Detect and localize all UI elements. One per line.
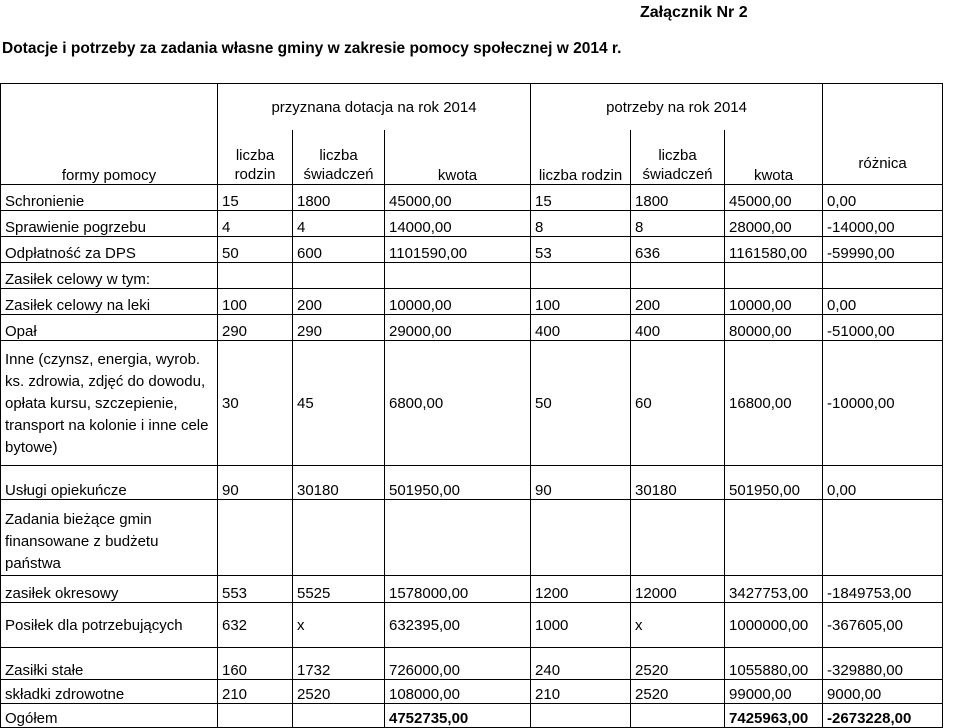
table-row <box>1 263 943 289</box>
table-row <box>1 289 943 315</box>
cell: 30180 <box>631 466 725 500</box>
row-label: składki zdrowotne <box>1 680 218 704</box>
cell: 53 <box>531 237 631 263</box>
cell <box>218 263 293 289</box>
cell: 15 <box>531 185 631 211</box>
cell: 600 <box>293 237 385 263</box>
cell: 99000,00 <box>725 680 823 704</box>
table-row <box>1 576 943 603</box>
table-row <box>1 500 943 576</box>
row-label: Zadania bieżące gmin finansowane z budżetu państwa <box>1 500 218 576</box>
cell: 2520 <box>631 680 725 704</box>
cell: 1101590,00 <box>385 237 531 263</box>
cell: 100 <box>531 289 631 315</box>
cell: 10000,00 <box>725 289 823 315</box>
cell: 100 <box>218 289 293 315</box>
cell: 90 <box>531 466 631 500</box>
header-forms: formy pomocy <box>1 130 218 185</box>
total-difference: -2673228,00 <box>823 704 943 728</box>
cell: 0,00 <box>823 466 943 500</box>
cell: 2520 <box>631 648 725 680</box>
cell: 28000,00 <box>725 211 823 237</box>
row-label: Usługi opiekuńcze <box>1 466 218 500</box>
header-needs-amount: kwota <box>725 130 823 185</box>
cell: 0,00 <box>823 185 943 211</box>
table-row <box>1 315 943 341</box>
cell: 553 <box>218 576 293 603</box>
cell: 1000000,00 <box>725 603 823 648</box>
cell: 30 <box>218 341 293 466</box>
cell <box>531 500 631 576</box>
cell: 400 <box>531 315 631 341</box>
cell: 200 <box>631 289 725 315</box>
total-granted-amount: 4752735,00 <box>385 704 531 728</box>
cell: 290 <box>218 315 293 341</box>
row-label: Zasiłek celowy w tym: <box>1 263 218 289</box>
cell: 4 <box>293 211 385 237</box>
cell: 50 <box>531 341 631 466</box>
cell <box>218 704 293 728</box>
cell: 1000 <box>531 603 631 648</box>
cell: 12000 <box>631 576 725 603</box>
cell <box>293 263 385 289</box>
cell <box>293 704 385 728</box>
cell: 4 <box>218 211 293 237</box>
cell: 45000,00 <box>725 185 823 211</box>
page-title: Dotacje i potrzeby za zadania własne gminy w zakresie pomocy społecznej w 2014 r. <box>2 40 622 57</box>
cell: 80000,00 <box>725 315 823 341</box>
cell: 240 <box>531 648 631 680</box>
cell: 501950,00 <box>725 466 823 500</box>
row-label: Zasiłek celowy na leki <box>1 289 218 315</box>
header-granted-families: liczba rodzin <box>218 130 293 185</box>
cell: 1578000,00 <box>385 576 531 603</box>
cell: 6800,00 <box>385 341 531 466</box>
cell: 45000,00 <box>385 185 531 211</box>
table-row <box>1 237 943 263</box>
cell <box>385 263 531 289</box>
total-row <box>1 704 943 728</box>
cell: 1161580,00 <box>725 237 823 263</box>
cell <box>631 263 725 289</box>
cell: -1849753,00 <box>823 576 943 603</box>
cell: -329880,00 <box>823 648 943 680</box>
aid-table <box>0 83 943 728</box>
cell: 108000,00 <box>385 680 531 704</box>
cell <box>823 263 943 289</box>
cell: 726000,00 <box>385 648 531 680</box>
row-label: Inne (czynsz, energia, wyrob. ks. zdrowia, zdjęć do dowodu, opłata kursu, szczepienie, transport na kolonie i inne cele bytowe) <box>1 341 218 466</box>
cell: 1732 <box>293 648 385 680</box>
table-row <box>1 185 943 211</box>
cell <box>218 500 293 576</box>
header-row <box>1 130 943 185</box>
cell: 16800,00 <box>725 341 823 466</box>
cell: 15 <box>218 185 293 211</box>
cell: 160 <box>218 648 293 680</box>
cell: 290 <box>293 315 385 341</box>
cell: 210 <box>531 680 631 704</box>
cell <box>293 500 385 576</box>
cell: x <box>293 603 385 648</box>
cell <box>631 704 725 728</box>
cell: 632 <box>218 603 293 648</box>
cell <box>531 263 631 289</box>
cell: -51000,00 <box>823 315 943 341</box>
cell <box>531 704 631 728</box>
cell: 9000,00 <box>823 680 943 704</box>
cell <box>725 500 823 576</box>
cell: 29000,00 <box>385 315 531 341</box>
header-difference: różnica <box>823 130 943 185</box>
cell: 5525 <box>293 576 385 603</box>
annex-label: Załącznik Nr 2 <box>640 4 748 21</box>
cell: 1200 <box>531 576 631 603</box>
table-row <box>1 603 943 648</box>
table-row <box>1 648 943 680</box>
row-label: Opał <box>1 315 218 341</box>
row-label: Posiłek dla potrzebujących <box>1 603 218 648</box>
total-needs-amount: 7425963,00 <box>725 704 823 728</box>
cell: 45 <box>293 341 385 466</box>
cell: 90 <box>218 466 293 500</box>
cell: 632395,00 <box>385 603 531 648</box>
cell: 8 <box>631 211 725 237</box>
table-row <box>1 466 943 500</box>
header-needs-group: potrzeby na rok 2014 <box>531 84 823 130</box>
cell: 1055880,00 <box>725 648 823 680</box>
cell: 8 <box>531 211 631 237</box>
table-row <box>1 341 943 466</box>
cell: 3427753,00 <box>725 576 823 603</box>
cell: 1800 <box>293 185 385 211</box>
cell: 0,00 <box>823 289 943 315</box>
header-granted-group: przyznana dotacja na rok 2014 <box>218 84 531 130</box>
row-label: zasiłek okresowy <box>1 576 218 603</box>
cell: x <box>631 603 725 648</box>
cell: 14000,00 <box>385 211 531 237</box>
row-label: Sprawienie pogrzebu <box>1 211 218 237</box>
cell: -367605,00 <box>823 603 943 648</box>
cell: 636 <box>631 237 725 263</box>
cell: -59990,00 <box>823 237 943 263</box>
cell: 60 <box>631 341 725 466</box>
cell <box>725 263 823 289</box>
cell: 400 <box>631 315 725 341</box>
header-granted-benefits: liczba świadczeń <box>293 130 385 185</box>
cell: 1800 <box>631 185 725 211</box>
header-granted-amount: kwota <box>385 130 531 185</box>
cell: -10000,00 <box>823 341 943 466</box>
cell: 30180 <box>293 466 385 500</box>
header-needs-benefits: liczba świadczeń <box>631 130 725 185</box>
cell: 210 <box>218 680 293 704</box>
total-label: Ogółem <box>1 704 218 728</box>
cell <box>631 500 725 576</box>
header-needs-families: liczba rodzin <box>531 130 631 185</box>
table-row <box>1 680 943 704</box>
row-label: Schronienie <box>1 185 218 211</box>
cell: -14000,00 <box>823 211 943 237</box>
cell: 2520 <box>293 680 385 704</box>
table-row <box>1 211 943 237</box>
cell: 10000,00 <box>385 289 531 315</box>
cell: 200 <box>293 289 385 315</box>
cell: 50 <box>218 237 293 263</box>
row-label: Odpłatność za DPS <box>1 237 218 263</box>
cell: 501950,00 <box>385 466 531 500</box>
cell <box>385 500 531 576</box>
row-label: Zasiłki stałe <box>1 648 218 680</box>
cell <box>823 500 943 576</box>
header-group-row <box>1 84 943 130</box>
